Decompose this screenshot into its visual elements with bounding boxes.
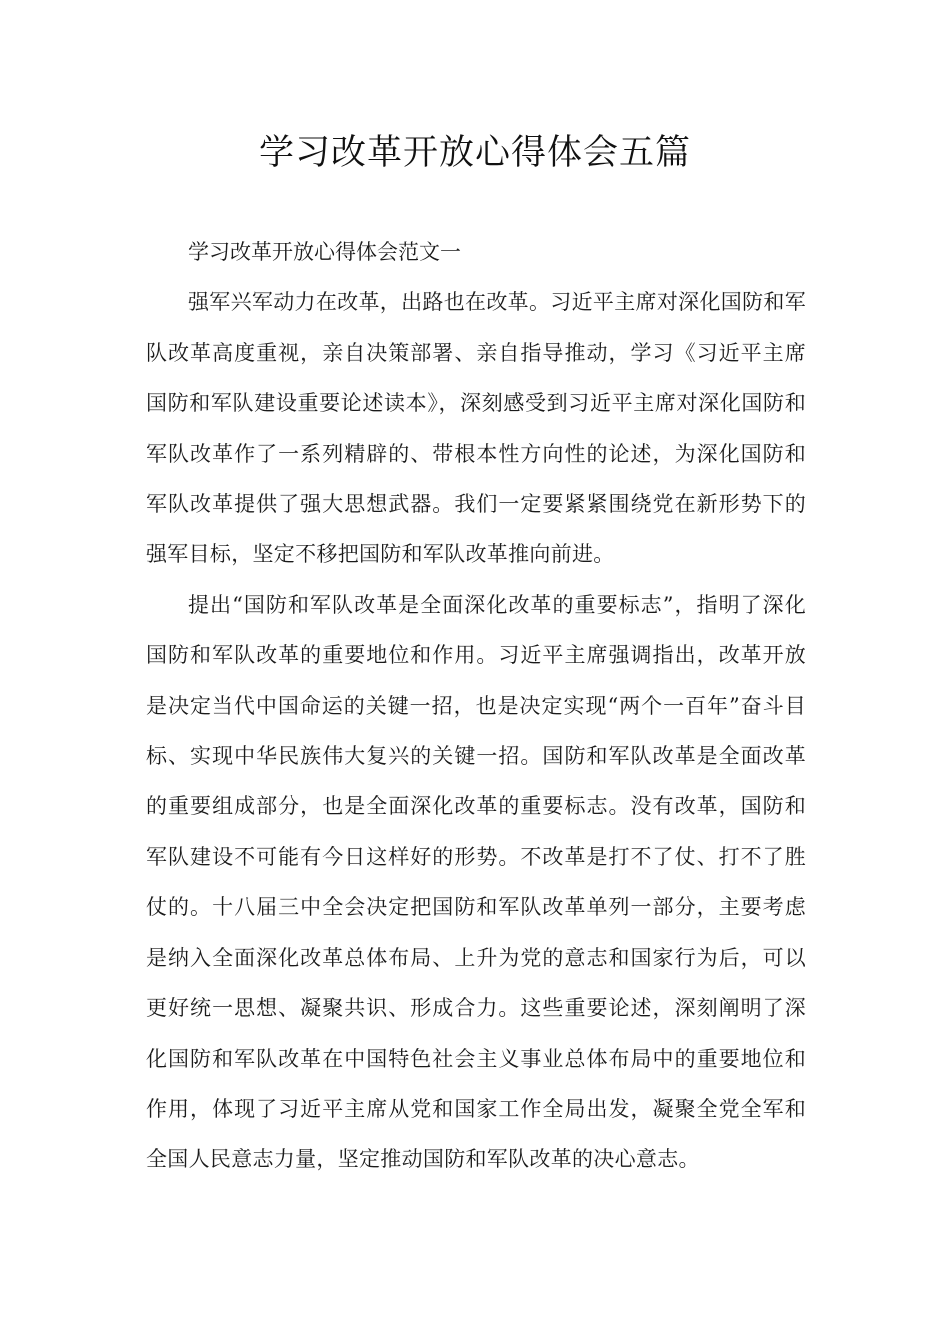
document-title: 学习改革开放心得体会五篇 — [258, 133, 691, 173]
section-heading: 学习改革开放心得体会范文一 — [188, 240, 461, 264]
paragraph-2: 提出“国防和军队改革是全面深化改革的重要标志”，指明了深化国防和军队改革的重要地位和作用。习近平主席强调指出，改革开放是决定当代中国命运的关键一招，也是决定实现“两个一百年”奋斗目标、实现中华民族伟大复兴的关键一招。国防和军队改革是全面改革的重要组成部分，也是全面深化改革的重要标志。没有改革，国防和军队建设不可能有今日这样好的形势。不改革是打不了仗、打不了胜仗的。十八届三中全会决定把国防和军队改革单列一部分，主要考虑是纳入全面深化改革总体布局、上升为党的意志和国家行为后，可以更好统一思想、凝聚共识、形成合力。这些重要论述，深刻阐明了深化国防和军队改革在中国特色社会主义事业总体布局中的重要地位和作用，体现了习近平主席从党和国家工作全局出发，凝聚全党全军和全国人民意志力量，坚定推动国防和军队改革的决心意志。 — [146, 592, 806, 1172]
paragraph-1: 强军兴军动力在改革，出路也在改革。习近平主席对深化国防和军队改革高度重视，亲自决策部署、亲自指导推动，学习《习近平主席国防和军队建设重要论述读本》，深刻感受到习近平主席对深化国防和军队改革作了一系列精辟的、带根本性方向性的论述，为深化国防和军队改革提供了强大思想武器。我们一定要紧紧围绕党在新形势下的强军目标，坚定不移把国防和军队改革推向前进。 — [146, 290, 806, 567]
document-body — [146, 227, 806, 1185]
